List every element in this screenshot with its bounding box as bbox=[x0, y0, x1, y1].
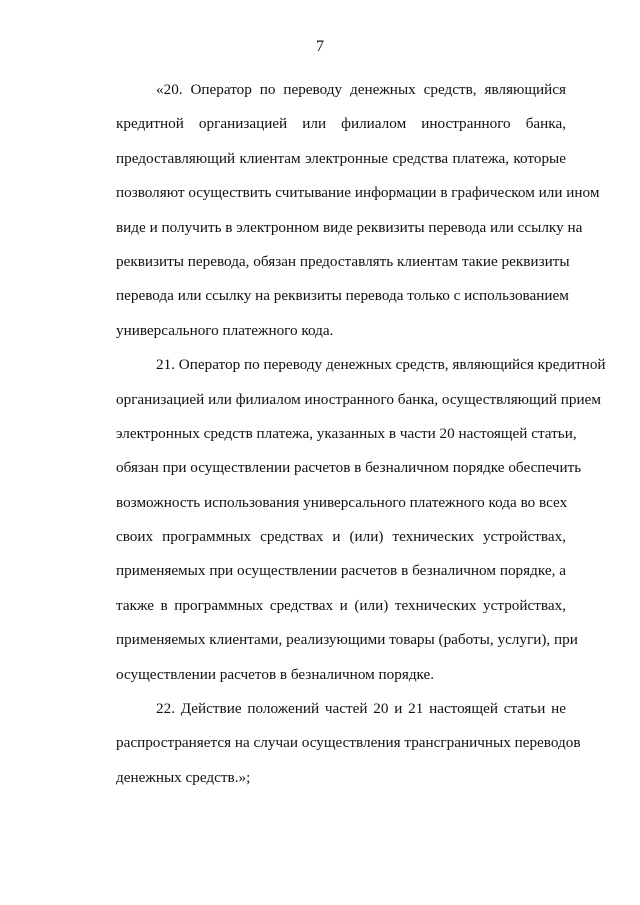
paragraph-22 bbox=[76, 692, 581, 795]
text-line: своих программных средствах и (или) технических устройствах, bbox=[116, 528, 566, 546]
text-line: распространяется на случаи осуществления трансграничных переводов bbox=[116, 734, 581, 752]
text-line: организацией или филиалом иностранного банка, осуществляющий прием bbox=[116, 390, 601, 408]
text-line: денежных средств.»; bbox=[116, 768, 251, 786]
text-line: реквизиты перевода, обязан предоставлять клиентам такие реквизиты bbox=[116, 252, 570, 270]
text-line: возможность использования универсального платежного кода во всех bbox=[116, 493, 568, 511]
text-line: перевода или ссылку на реквизиты перевода только с использованием bbox=[116, 287, 569, 305]
text-line: применяемых при осуществлении расчетов в безналичном порядке, а bbox=[116, 562, 566, 580]
page-number: 7 bbox=[316, 38, 324, 55]
text-line: электронных средств платежа, указанных в части 20 настоящей статьи, bbox=[116, 424, 577, 442]
text-line: универсального платежного кода. bbox=[116, 321, 334, 339]
document-body bbox=[76, 73, 606, 795]
text-line: «20. Оператор по переводу денежных средств, являющийся bbox=[156, 81, 566, 98]
text-line: осуществлении расчетов в безналичном порядке. bbox=[116, 665, 435, 683]
text-line: позволяют осуществить считывание информации в графическом или ином bbox=[116, 184, 600, 202]
text-line: виде и получить в электронном виде реквизиты перевода или ссылку на bbox=[116, 218, 583, 236]
paragraph-21 bbox=[76, 348, 606, 692]
text-line: обязан при осуществлении расчетов в безналичном порядке обеспечить bbox=[116, 459, 582, 477]
text-line: 21. Оператор по переводу денежных средств, являющийся кредитной bbox=[156, 356, 606, 374]
text-line: применяемых клиентами, реализующими товары (работы, услуги), при bbox=[116, 631, 578, 649]
text-line: кредитной организацией или филиалом иностранного банка, bbox=[116, 115, 566, 133]
text-line: предоставляющий клиентам электронные средства платежа, которые bbox=[116, 149, 566, 167]
paragraph-20 bbox=[76, 73, 600, 348]
text-line: 22. Действие положений частей 20 и 21 настоящей статьи не bbox=[156, 700, 566, 718]
text-line: также в программных средствах и (или) технических устройствах, bbox=[116, 596, 566, 614]
